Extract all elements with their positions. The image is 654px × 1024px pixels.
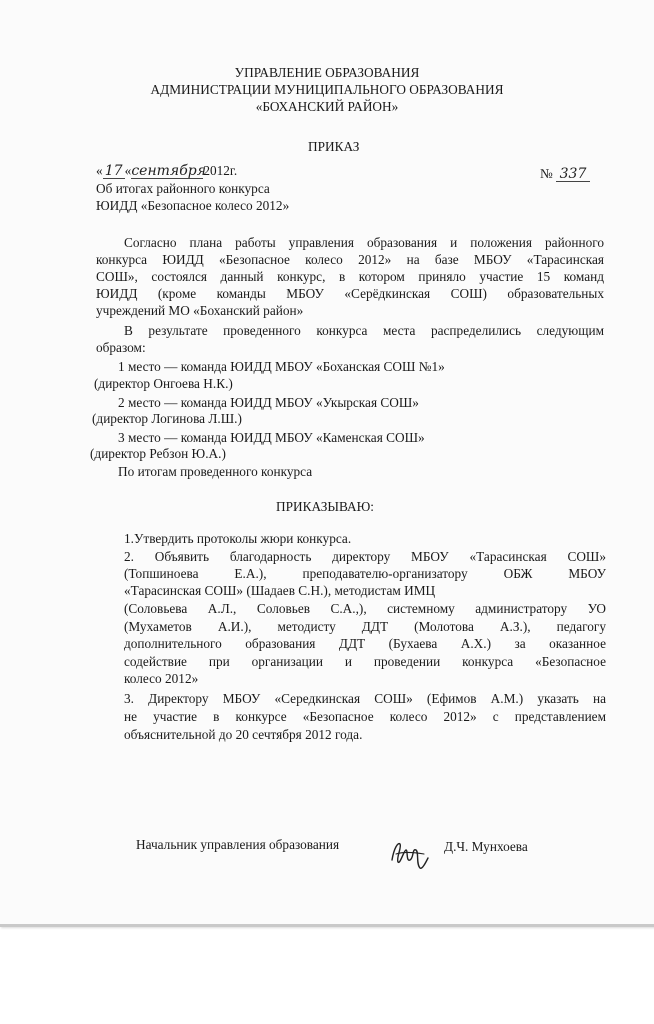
paragraph-1-line-3: СОШ», состоялся данный конкурс, в котором приняло участие 15 команд (96, 269, 604, 284)
place-2-director: (директор Логинова Л.Ш.) (92, 411, 242, 426)
item-2-line-4: (Соловьева А.Л., Соловьев С.А.,), системному администратору УО (124, 601, 606, 616)
item-2-line-3: «Тарасинская СОШ» (Шадаев С.Н.), методистам ИМЦ (124, 583, 436, 598)
date-day-handwritten: 17 (103, 164, 125, 179)
signature-name: Д.Ч. Мунхоева (444, 839, 528, 854)
place-1-director: (директор Онгоева Н.К.) (94, 376, 233, 391)
date-open-quote: « (96, 163, 103, 178)
paragraph-2-line-1: В результате проведенного конкурса места распределились следующим (124, 323, 604, 338)
order-number (540, 165, 590, 182)
date-close-quote: « (124, 163, 132, 178)
signature-position: Начальник управления образования (136, 837, 340, 852)
subject-line-2: ЮИДД «Безопасное колесо 2012» (96, 198, 290, 213)
subject-line-1: Об итогах районного конкурса (96, 181, 270, 196)
handwritten-signature-icon (388, 838, 432, 872)
item-2-line-1: 2. Объявить благодарность директору МБОУ «Тарасинская СОШ» (124, 549, 606, 564)
paragraph-1-line-1: Согласно плана работы управления образования и положения районного (124, 235, 604, 250)
place-3: 3 место — команда ЮИДД МБОУ «Каменская СОШ» (118, 430, 425, 445)
document-type-title: ПРИКАЗ (308, 139, 360, 154)
order-number-handwritten: 337 (556, 167, 590, 182)
paragraph-3: По итогам проведенного конкурса (118, 464, 313, 479)
header-line-1: УПРАВЛЕНИЕ ОБРАЗОВАНИЯ (234, 65, 420, 80)
place-1: 1 место — команда ЮИДД МБОУ «Боханская СОШ №1» (118, 359, 445, 374)
date-month-handwritten: сентября (131, 163, 206, 179)
item-3-line-1: 3. Директору МБОУ «Середкинская СОШ» (Ефимов А.М.) указать на (124, 691, 606, 706)
item-1: 1.Утвердить протоколы жюри конкурса. (124, 531, 352, 546)
order-date (96, 162, 237, 179)
item-3-line-3: объяснительной до 20 сечтября 2012 года. (124, 727, 363, 742)
item-2-line-2: (Топшиноева Е.А.), преподавателю-организатору ОБЖ МБОУ (124, 566, 606, 581)
header-line-3: «БОХАНСКИЙ РАЙОН» (255, 99, 399, 114)
place-3-director: (директор Ребзон Ю.А.) (90, 446, 226, 461)
item-2-line-6: дополнительного образования ДДТ (Бухаева А.Х.) за оказанное (124, 636, 606, 651)
header-line-2: АДМИНИСТРАЦИИ МУНИЦИПАЛЬНОГО ОБРАЗОВАНИЯ (150, 82, 504, 97)
item-3-line-2: не участие в конкурсе «Безопасное колесо 2012» с представлением (124, 709, 606, 724)
paragraph-1-line-4: ЮИДД (кроме команды МБОУ «Серёдкинская СОШ) образовательных (96, 286, 604, 301)
item-2-line-8: колесо 2012» (124, 671, 199, 686)
item-2-line-7: содействие при организации и проведении конкурса «Безопасное (124, 654, 606, 669)
place-2: 2 место — команда ЮИДД МБОУ «Укырская СОШ» (118, 395, 419, 410)
date-year: 2012г. (203, 163, 238, 178)
order-number-label: № (540, 166, 553, 181)
order-word: ПРИКАЗЫВАЮ: (276, 499, 374, 514)
item-2-line-5: (Мухаметов А.И.), методисту ДДТ (Молотова А.З.), педагогу (124, 619, 606, 634)
paragraph-1-line-5: учреждений МО «Боханский район» (96, 303, 304, 318)
paragraph-1-line-2: конкурса ЮИДД «Безопасное колесо 2012» на базе МБОУ «Тарасинская (96, 252, 604, 267)
paragraph-2-line-2: образом: (96, 340, 146, 355)
